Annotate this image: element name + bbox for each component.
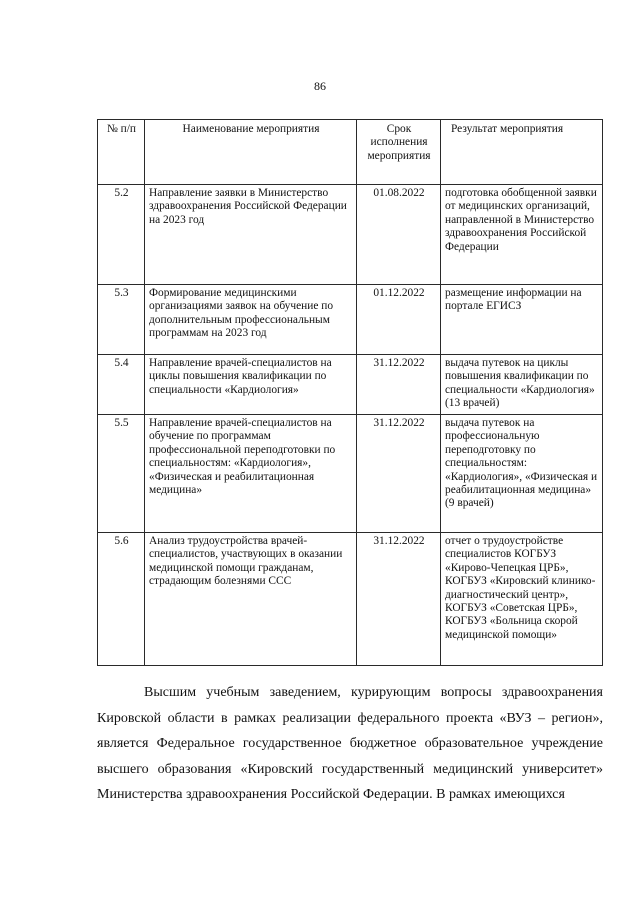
row-activity-name: Направление врачей-специалистов на циклы повышения квалификации по специальности «Кардиология»: [145, 355, 357, 415]
page-number: 86: [314, 79, 326, 93]
row-number: 5.2: [98, 185, 145, 285]
table-header-row: [98, 120, 603, 185]
body-paragraph: Высшим учебным заведением, курирующим вопросы здравоохранения Кировской области в рамках реализации федерального проекта «ВУЗ – регион», является Федеральное государственное бюджетное образовательное учреждение высшего образования «Кировский государственный медицинский университет» Министерства здравоохранения Российской Федерации. В рамках имеющихся: [97, 685, 603, 802]
header-number: № п/п: [98, 120, 145, 185]
row-deadline: 31.12.2022: [357, 415, 441, 533]
row-result: отчет о трудоустройстве специалистов КОГБУЗ «Кирово-Чепецкая ЦРБ», КОГБУЗ «Кировский клинико-диагностический центр», КОГБУЗ «Советская ЦРБ», КОГБУЗ «Больница скорой медицинской помощи»: [441, 533, 603, 666]
row-activity-name: Направление врачей-специалистов на обучение по программам профессиональной переподготовки по специальностям: «Кардиология», «Физическая и реабилитационная медицина»: [145, 415, 357, 533]
header-deadline: Срок исполнения мероприятия: [357, 120, 441, 185]
row-activity-name: Формирование медицинскими организациями заявок на обучение по дополнительным профессиональным программам на 2023 год: [145, 285, 357, 355]
table-row: [98, 415, 603, 533]
row-number: 5.3: [98, 285, 145, 355]
row-result: подготовка обобщенной заявки от медицинских организаций, направленной в Министерство здравоохранения Российской Федерации: [441, 185, 603, 285]
row-deadline: 31.12.2022: [357, 533, 441, 666]
table-row: [98, 533, 603, 666]
activity-table: [97, 119, 603, 666]
row-result: выдача путевок на профессиональную переподготовку по специальностям: «Кардиология», «Физическая и реабилитационная медицина» (9 врачей): [441, 415, 603, 533]
table-row: [98, 185, 603, 285]
table-row: [98, 355, 603, 415]
row-deadline: 31.12.2022: [357, 355, 441, 415]
row-result: размещение информации на портале ЕГИСЗ: [441, 285, 603, 355]
table-row: [98, 285, 603, 355]
row-activity-name: Направление заявки в Министерство здравоохранения Российской Федерации на 2023 год: [145, 185, 357, 285]
header-result: Результат мероприятия: [441, 120, 603, 185]
row-number: 5.6: [98, 533, 145, 666]
row-result: выдача путевок на циклы повышения квалификации по специальности «Кардиология» (13 врачей): [441, 355, 603, 415]
header-activity-name: Наименование мероприятия: [145, 120, 357, 185]
row-deadline: 01.12.2022: [357, 285, 441, 355]
row-activity-name: Анализ трудоустройства врачей-специалистов, участвующих в оказании медицинской помощи гражданам, страдающим болезнями ССС: [145, 533, 357, 666]
row-number: 5.5: [98, 415, 145, 533]
row-deadline: 01.08.2022: [357, 185, 441, 285]
row-number: 5.4: [98, 355, 145, 415]
